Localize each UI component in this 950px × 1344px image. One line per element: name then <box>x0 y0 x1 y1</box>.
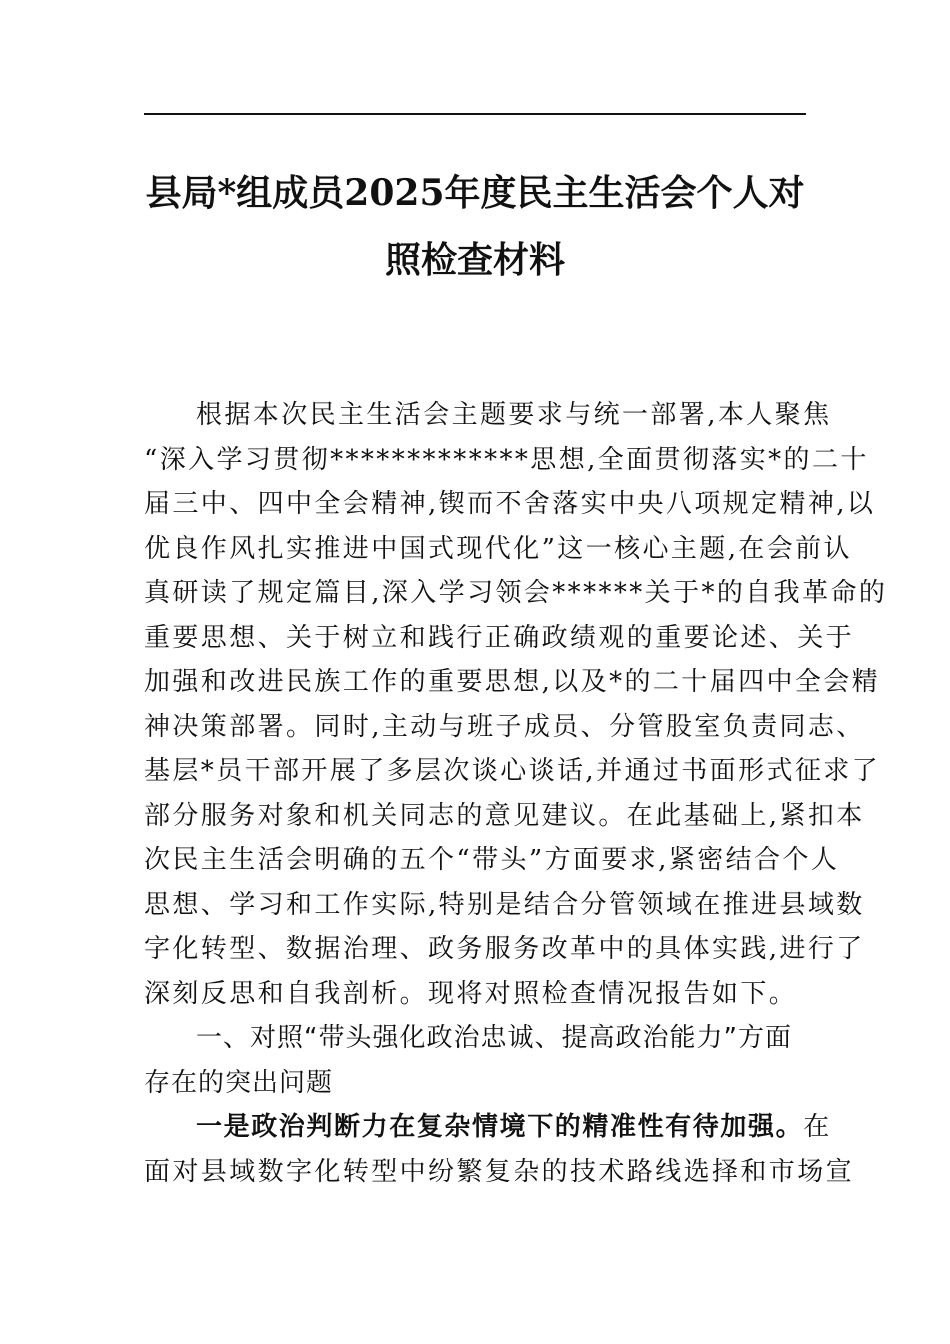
point-1-bold: 一是政治判断力在复杂情境下的精准性有待加强。 <box>196 1112 804 1142</box>
paragraph-line: 加强和改进民族工作的重要思想,以及*的二十届四中全会精 <box>144 667 881 697</box>
section-heading-line-1: 一、对照“带头强化政治忠诚、提高政治能力”方面 <box>196 1023 792 1053</box>
header-rule <box>144 113 806 115</box>
point-1-tail: 在 <box>803 1112 832 1142</box>
paragraph-line: “深入学习贯彻*************思想,全面贯彻落实*的二十 <box>144 444 869 475</box>
point-1-line-1 <box>144 1105 832 1150</box>
paragraph-line: 深刻反思和自我剖析。现将对照检查情况报告如下。 <box>144 978 798 1009</box>
paragraph-line: 基层*员干部开展了多层次谈心谈话,并通过书面形式征求了 <box>144 756 881 786</box>
paragraph-line: 根据本次民主生活会主题要求与统一部署,本人聚焦 <box>196 400 832 430</box>
paragraph-line: 优良作风扎实推进中国式现代化”这一核心主题,在会前认 <box>144 533 852 564</box>
paragraph-line: 字化转型、数据治理、政务服务改革中的具体实践,进行了 <box>144 934 865 964</box>
document-title <box>144 160 806 294</box>
title-line-1: 县局*组成员2025年度民主生活会个人对 <box>145 172 805 214</box>
paragraph-line: 重要思想、关于树立和践行正确政绩观的重要论述、关于 <box>144 622 855 653</box>
section-heading-line-2: 存在的突出问题 <box>144 1067 334 1098</box>
paragraph-line: 神决策部署。同时,主动与班子成员、分管股室负责同志、 <box>144 711 865 742</box>
paragraph-line: 真研读了规定篇目,深入学习领会******关于*的自我革命的 <box>144 578 888 608</box>
document-body <box>144 393 888 1194</box>
paragraph-line: 部分服务对象和机关同志的意见建议。在此基础上,紧扣本 <box>144 800 865 831</box>
paragraph-line: 次民主生活会明确的五个“带头”方面要求,紧密结合个人 <box>144 845 840 875</box>
point-1-line-2: 面对县域数字化转型中纷繁复杂的技术路线选择和市场宣 <box>144 1156 855 1187</box>
paragraph-line: 届三中、四中全会精神,锲而不舍落实中央八项规定精神,以 <box>144 489 876 519</box>
paragraph-line: 思想、学习和工作实际,特别是结合分管领域在推进县域数 <box>144 889 865 920</box>
title-line-2: 照检查材料 <box>384 239 565 281</box>
